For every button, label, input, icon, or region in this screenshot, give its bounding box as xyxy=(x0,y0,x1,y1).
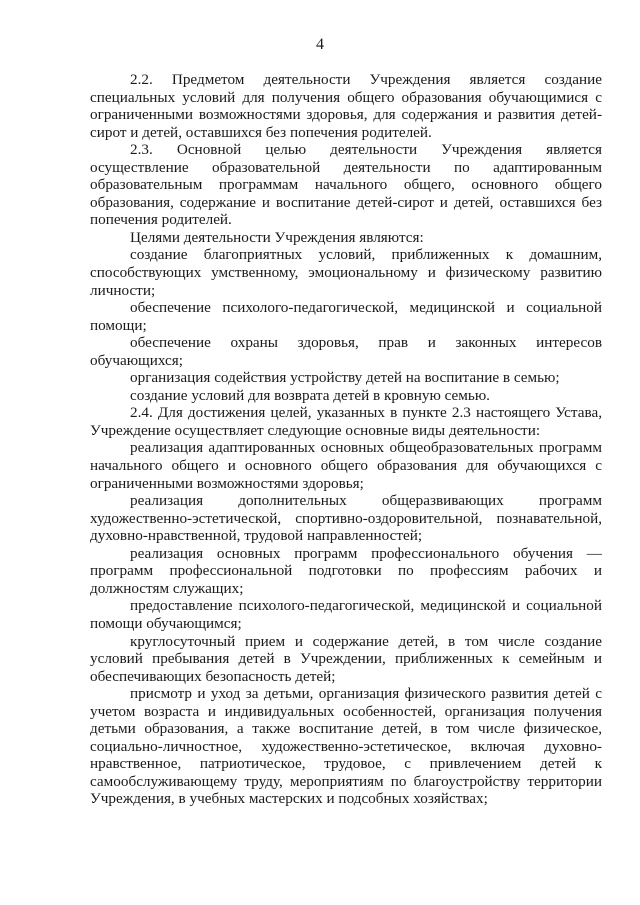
activity-item: присмотр и уход за детьми, организация физического развития детей с учетом возраста и индивидуальных особенностей, организация получения детьми образования, а также воспитание детей, в том числе физическое, социально-личностное, художественно-эстетическое, включая духовно-нравственное, патриотическое, трудовое, с привлечением детей к самообслуживающему труду, мероприятиям по благоустройству территории Учреждения, в учебных мастерских и подсобных хозяйствах; xyxy=(90,685,602,808)
page-number: 4 xyxy=(316,36,324,53)
activity-item: реализация дополнительных общеразвивающих программ художественно-эстетической, спортивно-оздоровительной, познавательной, духовно-нравственной, трудовой направленностей; xyxy=(90,492,602,545)
activity-item: круглосуточный прием и содержание детей, в том числе создание условий пребывания детей в Учреждении, приближенных к семейным и обеспечивающих безопасность детей; xyxy=(90,632,602,685)
paragraph-2-3: 2.3. Основной целью деятельности Учреждения является осуществление образовательной деятельности по адаптированным образовательным программам начального общего, основного общего образования, содержание и воспитание детей-сирот и детей, оставшихся без попечения родителей. xyxy=(90,141,602,229)
goals-heading: Целями деятельности Учреждения являются: xyxy=(130,228,424,246)
activity-item: реализация адаптированных основных общеобразовательных программ начального общего и основного общего образования для обучающихся с ограниченными возможностями здоровья; xyxy=(90,439,602,492)
goal-item: обеспечение охраны здоровья, прав и законных интересов обучающихся; xyxy=(90,334,602,369)
paragraph-2-2: 2.2. Предметом деятельности Учреждения является создание специальных условий для получения общего образования обучающимися с ограниченными возможностями здоровья, для содержания и развития детей-сирот и детей, оставшихся без попечения родителей. xyxy=(90,71,602,141)
goal-item: создание благоприятных условий, приближенных к домашним, способствующих умственному, эмоциональному и физическому развитию личности; xyxy=(90,246,602,299)
activity-item: предоставление психолого-педагогической, медицинской и социальной помощи обучающимся; xyxy=(90,597,602,632)
document-body xyxy=(90,71,602,808)
goal-item: обеспечение психолого-педагогической, медицинской и социальной помощи; xyxy=(90,299,602,334)
goal-item: создание условий для возврата детей в кровную семью. xyxy=(130,386,490,404)
activity-item: реализация основных программ профессионального обучения — программ профессиональной подготовки по профессиям рабочих и должностям служащих; xyxy=(90,544,602,597)
paragraph-2-4: 2.4. Для достижения целей, указанных в пункте 2.3 настоящего Устава, Учреждение осуществляет следующие основные виды деятельности: xyxy=(90,404,602,439)
goal-item: организация содействия устройству детей на воспитание в семью; xyxy=(130,369,560,387)
